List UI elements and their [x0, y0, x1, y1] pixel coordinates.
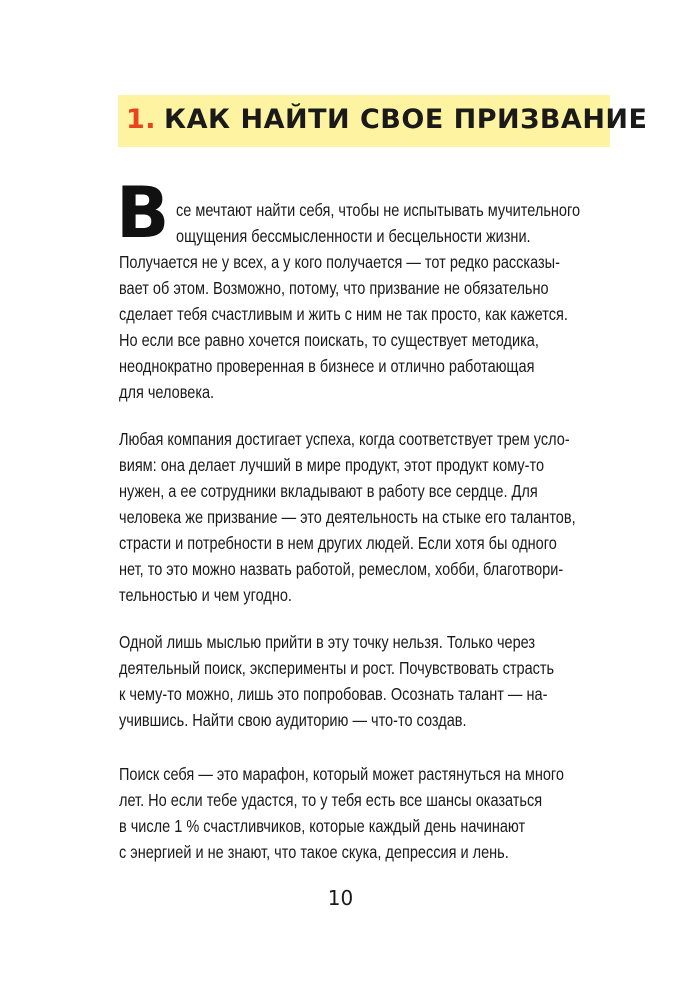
text-line: Получается не у всех, а у кого получается — тот редко рассказы- — [119, 252, 560, 272]
text-line: Любая компания достигает успеха, когда соответствует трем усло- — [119, 429, 570, 449]
page-number: 10 — [327, 886, 354, 910]
text-line: лет. Но если тебе удастся, то у тебя есть все шансы оказаться — [119, 790, 543, 810]
text-line: к чему-то можно, лишь это попробовав. Осознать талант — на- — [119, 684, 548, 704]
text-line: с энергией и не знают, что такое скука, депрессия и лень. — [119, 842, 509, 862]
chapter-title: КАК НАЙТИ СВОЕ ПРИЗВАНИЕ — [164, 104, 648, 135]
text-line: Поиск себя — это марафон, который может растянуться на много — [119, 764, 564, 784]
chapter-heading — [126, 104, 647, 135]
text-line: нет, то это можно назвать работой, ремеслом, хобби, благотвори- — [119, 559, 564, 579]
text-line: тельностью и чем угодно. — [119, 585, 292, 605]
text-line: страсти и потребности в нем других людей. Если хотя бы одного — [119, 533, 557, 553]
text-line: виям: она делает лучший в мире продукт, этот продукт кому-то — [119, 455, 545, 475]
text-line: нужен, а ее сотрудники вкладывают в работу все сердце. Для — [119, 481, 538, 501]
text-line: Одной лишь мыслью прийти в эту точку нельзя. Только через — [119, 632, 536, 652]
text-line: се мечтают найти себя, чтобы не испытывать мучительного — [176, 200, 581, 220]
text-line: вает об этом. Возможно, потому, что призвание не обязательно — [119, 278, 549, 298]
text-line: Но если все равно хочется поискать, то существует методика, — [119, 330, 539, 350]
text-line: деятельный поиск, эксперименты и рост. Почувствовать страсть — [119, 658, 555, 678]
text-line: ощущения бессмысленности и бесцельности жизни. — [176, 226, 531, 246]
text-line: учившись. Найти свою аудиторию — что-то создав. — [119, 710, 467, 730]
text-line: сделает тебя счастливым и жить с ним не так просто, как кажется. — [119, 304, 568, 324]
text-line: неоднократно проверенная в бизнесе и отлично работающая — [119, 356, 535, 376]
chapter-number: 1. — [126, 104, 157, 135]
text-line: в числе 1 % счастливчиков, которые каждый день начинают — [119, 816, 526, 836]
text-line: для человека. — [119, 382, 215, 402]
drop-cap-letter: В — [116, 172, 170, 254]
text-line: человека же призвание — это деятельность на стыке его талантов, — [119, 507, 576, 527]
